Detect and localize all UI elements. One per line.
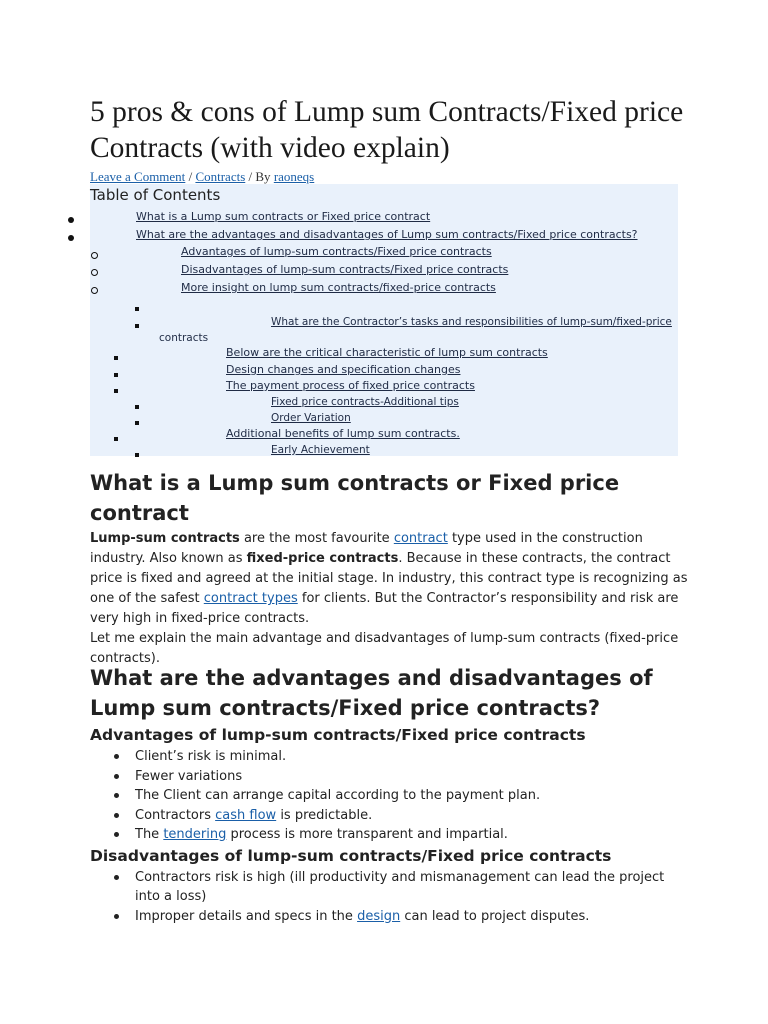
toc-item[interactable]: Order Variation — [271, 412, 351, 424]
table-of-contents — [90, 184, 678, 456]
leave-comment-link[interactable]: Leave a Comment — [90, 169, 186, 184]
advantages-list — [90, 747, 690, 845]
post-meta — [90, 169, 690, 185]
toc-item[interactable]: What is a Lump sum contracts or Fixed price contract — [136, 210, 431, 223]
toc-bullet-icon — [68, 231, 74, 245]
toc-square-bullet-icon — [135, 415, 139, 429]
tendering-link[interactable]: tendering — [163, 827, 227, 842]
advantages-heading: Advantages of lump-sum contracts/Fixed price contracts — [90, 726, 586, 744]
list-item: Improper details and specs in the design can lead to project disputes. — [135, 907, 690, 927]
toc-item[interactable]: What are the advantages and disadvantages of Lump sum contracts/Fixed price contracts? — [136, 228, 638, 241]
meta-separator: / — [185, 169, 196, 184]
list-item: Client’s risk is minimal. — [135, 747, 690, 767]
toc-item-continuation[interactable]: contracts — [159, 332, 209, 344]
disadvantages-heading: Disadvantages of lump-sum contracts/Fixed price contracts — [90, 846, 612, 865]
contract-types-link[interactable]: contract types — [203, 591, 298, 606]
toc-circle-bullet-icon — [91, 249, 98, 263]
section-adv-disadv — [90, 663, 690, 926]
toc-item[interactable]: Fixed price contracts-Additional tips — [271, 396, 459, 408]
article-header — [90, 0, 690, 185]
section-heading: What are the advantages and disadvantages of Lump sum contracts/Fixed price contracts? — [90, 666, 653, 720]
contract-link[interactable]: contract — [393, 531, 448, 546]
author-link[interactable]: raoneqs — [273, 169, 315, 184]
bold-term: Lump-sum contracts — [90, 531, 240, 546]
list-item: The Client can arrange capital according to the payment plan. — [135, 786, 690, 806]
disadvantages-list — [90, 868, 690, 927]
toc-square-bullet-icon — [135, 447, 139, 461]
list-item: Contractors risk is high (ill productivity and mismanagement can lead the project into a loss) — [135, 868, 690, 907]
toc-square-bullet-icon — [114, 431, 118, 445]
toc-item[interactable]: The payment process of fixed price contracts — [226, 379, 475, 392]
section-heading: What is a Lump sum contracts or Fixed price contract — [90, 471, 620, 525]
toc-circle-bullet-icon — [91, 266, 98, 280]
toc-square-bullet-icon — [114, 367, 118, 381]
toc-item[interactable]: Below are the critical characteristic of lump sum contracts — [226, 346, 548, 359]
page-title: 5 pros & cons of Lump sum Contracts/Fixed price Contracts (with video explain) — [90, 96, 684, 164]
toc-square-bullet-icon — [135, 318, 139, 332]
toc-item[interactable]: Additional benefits of lump sum contracts. — [226, 427, 460, 440]
list-item: Fewer variations — [135, 767, 690, 787]
cash-flow-link[interactable]: cash flow — [215, 807, 277, 823]
bold-term: fixed-price contracts — [246, 551, 399, 566]
meta-by: / By — [245, 169, 274, 184]
explain-paragraph: Let me explain the main advantage and disadvantages of lump-sum contracts (fixed-price contracts). — [90, 631, 679, 666]
toc-item[interactable]: Design changes and specification changes — [226, 363, 461, 376]
section-what-is — [90, 468, 690, 669]
toc-square-bullet-icon — [114, 350, 118, 364]
toc-item[interactable]: What are the Contractor’s tasks and responsibilities of lump-sum/fixed-price — [271, 316, 672, 328]
design-link[interactable]: design — [357, 908, 401, 924]
toc-square-bullet-icon — [114, 383, 118, 397]
toc-bullet-icon — [68, 213, 74, 227]
category-link[interactable]: Contracts — [195, 169, 246, 184]
list-item: The tendering process is more transparent and impartial. — [135, 825, 690, 845]
toc-title: Table of Contents — [90, 186, 221, 204]
list-item: Contractors cash flow is predictable. — [135, 806, 690, 826]
toc-square-bullet-icon — [135, 301, 139, 315]
toc-square-bullet-icon — [135, 399, 139, 413]
toc-item[interactable]: Early Achievement — [271, 444, 370, 456]
toc-item[interactable]: Disadvantages of lump-sum contracts/Fixed price contracts — [181, 263, 509, 276]
toc-item[interactable]: Advantages of lump-sum contracts/Fixed price contracts — [181, 245, 492, 258]
toc-circle-bullet-icon — [91, 284, 98, 298]
intro-paragraph: Lump-sum contracts are the most favourite contract type used in the construction industry. Also known as fixed-price contracts. Because in these contracts, the contract price is fixed and agreed at the initial stage. In industry, this contract type is recognizing as one of the safest contract types for clients. But the Contractor’s responsibility and risk are very high in fixed-price contracts. — [90, 531, 688, 626]
toc-item[interactable]: More insight on lump sum contracts/fixed-price contracts — [181, 281, 496, 294]
